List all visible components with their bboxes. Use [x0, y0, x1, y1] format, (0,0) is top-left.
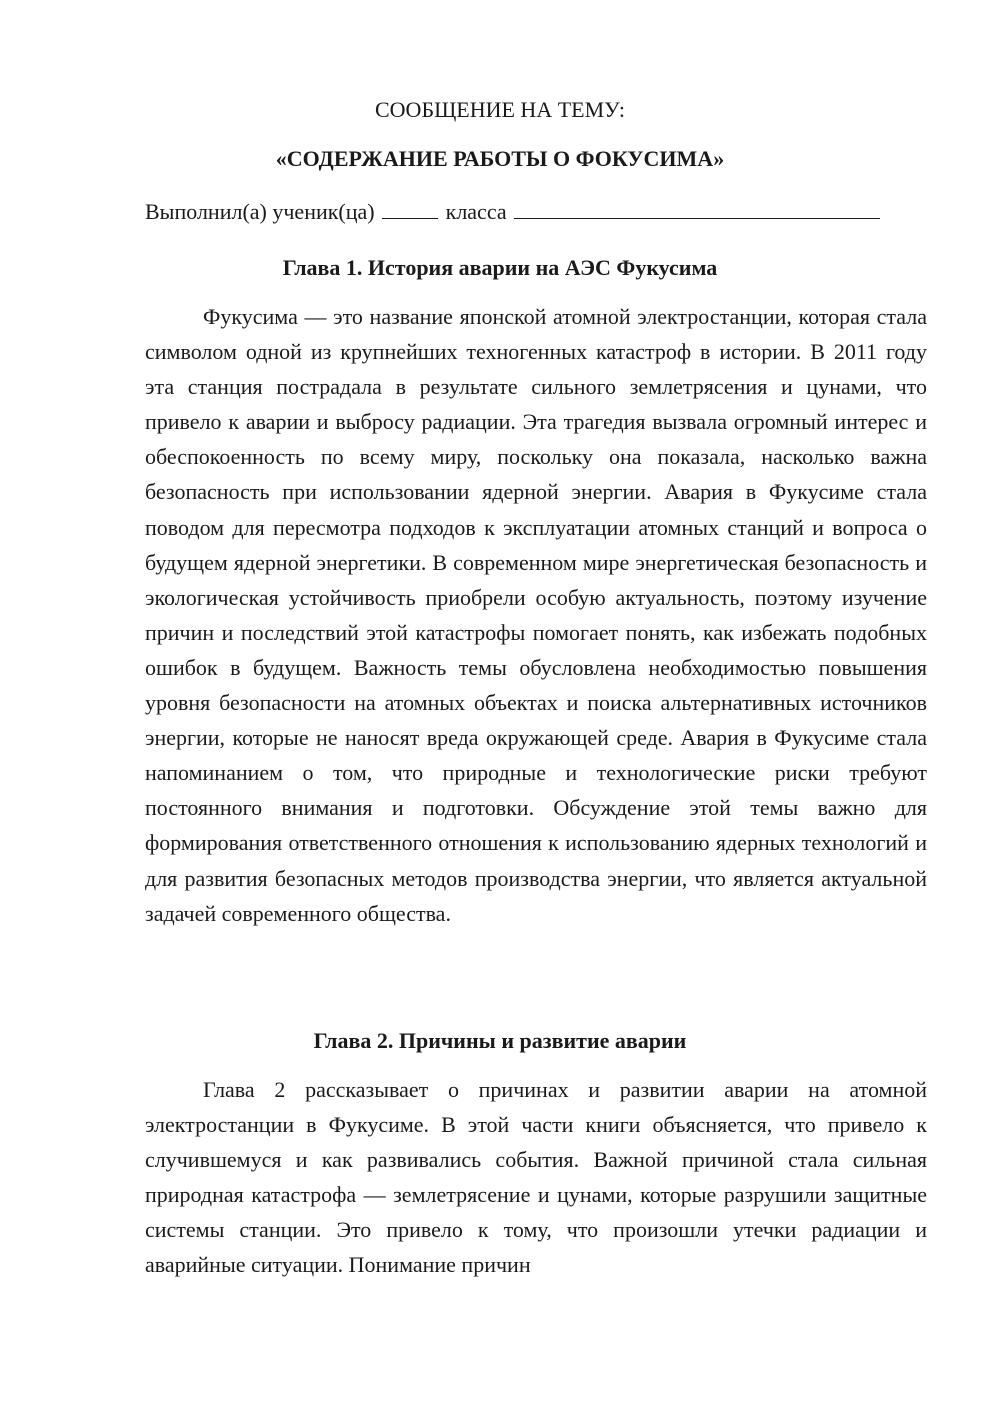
document-header-line1: СООБЩЕНИЕ НА ТЕМУ: [375, 97, 625, 122]
class-number-blank [382, 198, 438, 219]
student-name-blank [514, 198, 880, 219]
chapter-1-paragraph: Фукусима — это название японской атомной электростанции, которая стала символом одной из крупнейших техногенных катастроф в истории. В 2011 году эта станция пострадала в результате сильного землетрясения и цунами, что привело к аварии и выбросу радиации. Эта трагедия вызвала огромный интерес и обеспокоенность по всему миру, поскольку она показала, насколько важна безопасность при использовании ядерной энергии. Авария в Фукусиме стала поводом для пересмотра подходов к эксплуатации атомных станций и вопроса о будущем ядерной энергетики. В современном мире энергетическая безопасность и экологическая устойчивость приобрели особую актуальность, поэтому изучение причин и последствий этой катастрофы помогает понять, как избежать подобных ошибок в будущем. Важность темы обусловлена необходимостью повышения уровня безопасности на атомных объектах и поиска альтернативных источников энергии, которые не наносят вреда окружающей среде. Авария в Фукусиме стала напоминанием о том, что природные и технологические риски требуют постоянного внимания и подготовки. Обсуждение этой темы важно для формирования ответственного отношения к использованию ядерных технологий и для развития безопасных методов производства энергии, что является актуальной задачей современного общества. [145, 304, 927, 926]
chapter-2-title: Глава 2. Причины и развитие аварии [313, 1028, 687, 1053]
student-info-line [145, 197, 930, 227]
document-topic-title: «СОДЕРЖАНИЕ РАБОТЫ О ФОКУСИМА» [275, 146, 725, 171]
chapter-1-title: Глава 1. История аварии на АЭС Фукусима [282, 255, 718, 280]
chapter-2-paragraph: Глава 2 рассказывает о причинах и развитии аварии на атомной электростанции в Фукусиме. В этой части книги объясняется, что привело к случившемуся и как развивались события. Важной причиной стала сильная природная катастрофа — землетрясение и цунами, которые разрушили защитные системы станции. Это привело к тому, что произошли утечки радиации и аварийные ситуации. Понимание причин [145, 1077, 927, 1278]
class-label: класса [445, 199, 507, 224]
student-label: Выполнил(а) ученик(ца) [145, 199, 375, 224]
